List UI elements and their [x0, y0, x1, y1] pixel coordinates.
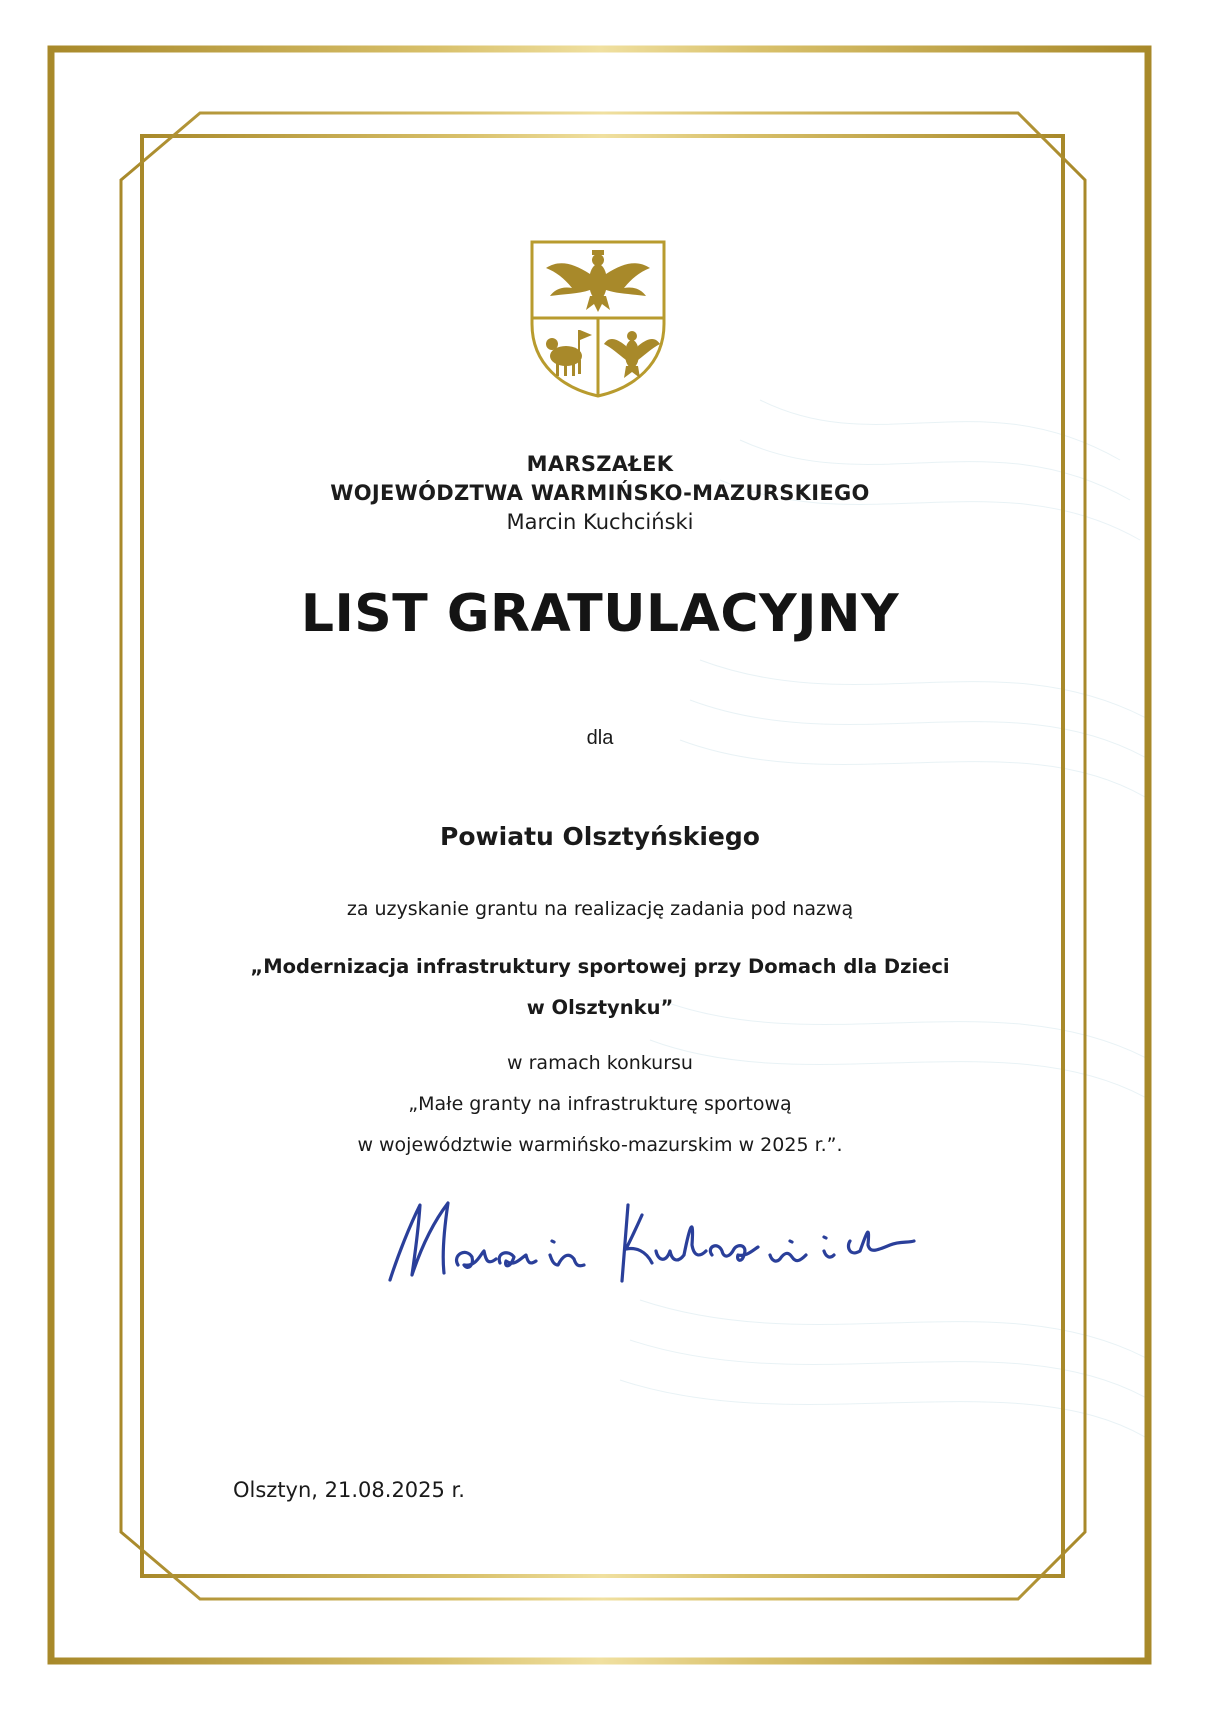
- handwritten-signature: [380, 1185, 920, 1305]
- recipient-name: Powiatu Olsztyńskiego: [440, 822, 760, 851]
- official-name: Marcin Kuchciński: [506, 510, 694, 534]
- contest-line3: w województwie warmińsko-mazurskim w 2025 r.”.: [357, 1134, 843, 1156]
- document-title: LIST GRATULACYJNY: [300, 584, 900, 644]
- contest-line1: w ramach konkursu: [507, 1052, 693, 1074]
- project-name-line1: „Modernizacja infrastruktury sportowej przy Domach dla Dzieci: [250, 955, 950, 978]
- dla-label: dla: [586, 727, 614, 749]
- reason-text: za uzyskanie grantu na realizację zadania pod nazwą: [346, 898, 854, 920]
- coat-of-arms-icon: [528, 238, 668, 400]
- project-name-line2: w Olsztynku”: [526, 996, 674, 1019]
- contest-line2: „Małe granty na infrastrukturę sportową: [408, 1093, 792, 1115]
- office-title-line2: WOJEWÓDZTWA WARMIŃSKO-MAZURSKIEGO: [330, 481, 870, 505]
- office-title-line1: MARSZAŁEK: [526, 452, 674, 476]
- place-and-date: Olsztyn, 21.08.2025 r.: [233, 1478, 465, 1502]
